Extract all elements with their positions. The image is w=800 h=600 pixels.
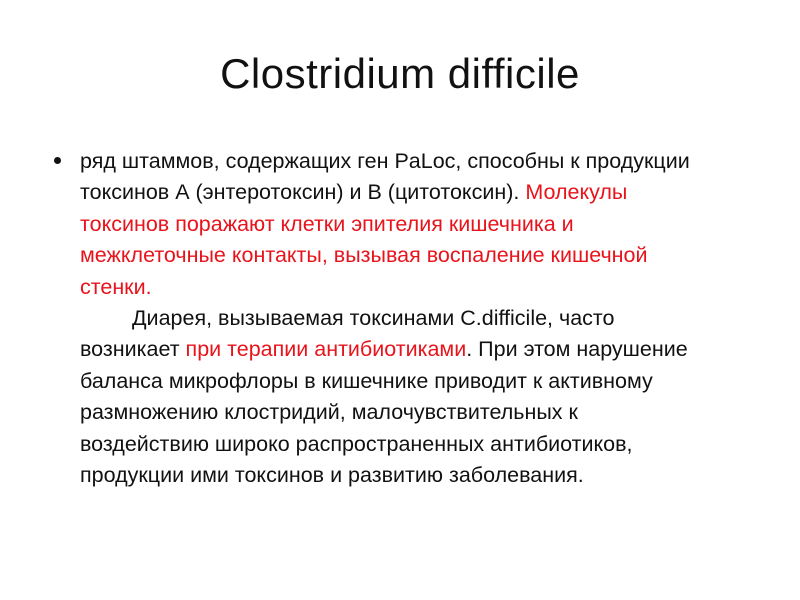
paragraph-text-1: ряд штаммов, содержащих ген PaLoc, способны к продукции токсинов А (энтеротоксин) и В (цитотоксин). bbox=[80, 149, 690, 205]
paragraph-text-3: . При этом нарушение баланса микрофлоры в кишечнике приводит к активному размножению клостридий, малочувствительных к воздействию широко распространенных антибиотиков, продукции ими токсинов и развитию заболевания. bbox=[80, 337, 688, 488]
slide-title: Clostridium difficile bbox=[220, 50, 580, 97]
slide-body bbox=[48, 146, 708, 491]
paragraph-text-2: Диарея, вызываемая токсинами C.difficile, часто возникает bbox=[80, 306, 615, 362]
paragraph-highlight-1: Молекулы токсинов поражают клетки эпителия кишечника и межклеточные контакты, вызывая воспаление кишечной стенки. bbox=[80, 180, 648, 299]
bullet-item bbox=[48, 146, 708, 491]
paragraph-highlight-2: при терапии антибиотиками bbox=[185, 337, 467, 362]
